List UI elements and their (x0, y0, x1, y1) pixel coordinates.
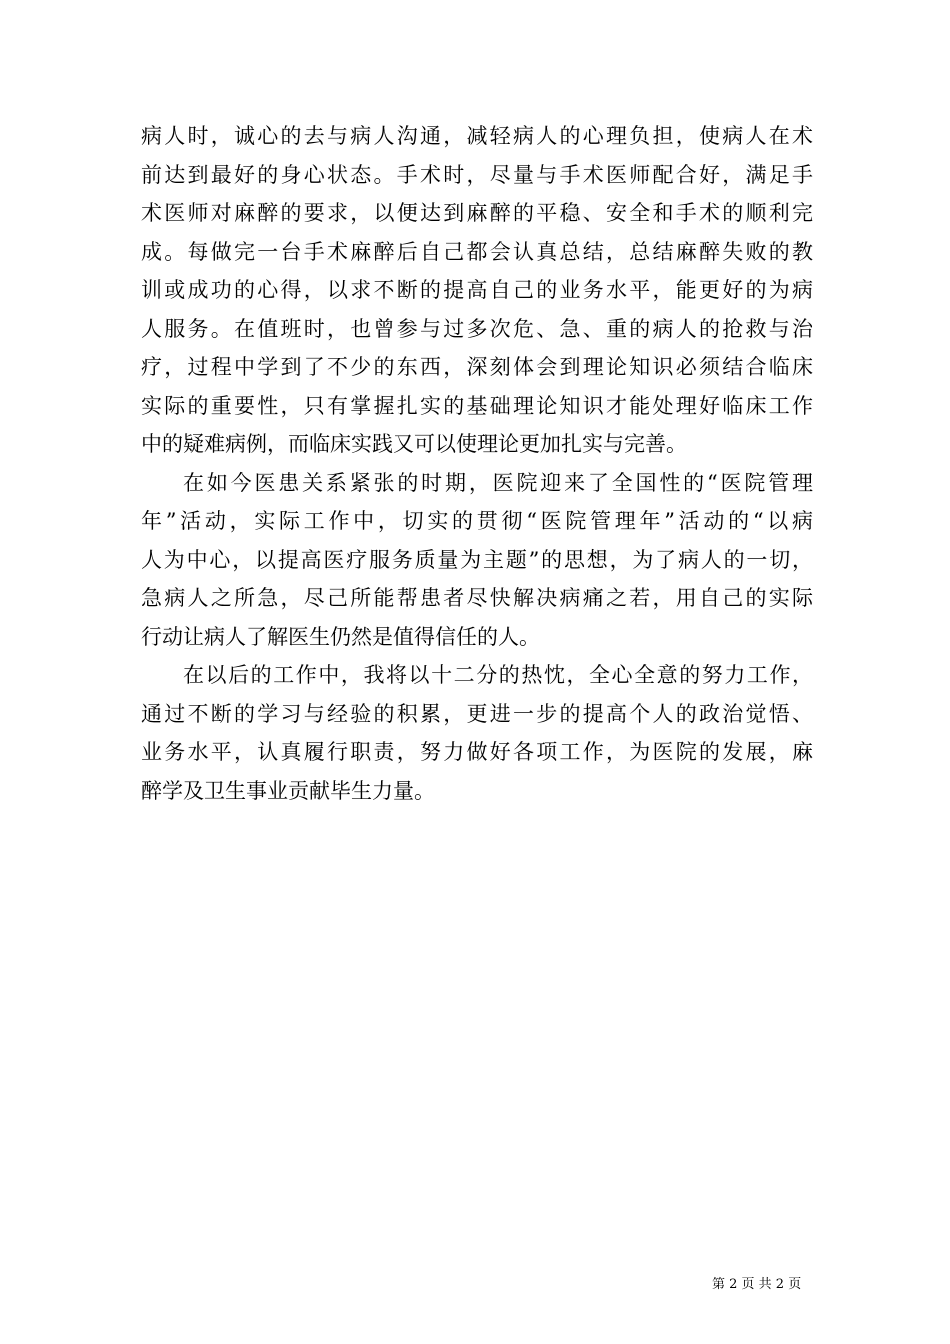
text-line: 术医师对麻醉的要求，以便达到麻醉的平稳、安全和手术的顺利完 (141, 201, 813, 225)
text-line: 醉学及卫生事业贡献毕生力量。 (141, 778, 435, 803)
text-line: 通过不断的学习与经验的积累，更进一步的提高个人的政治觉悟、 (141, 701, 813, 726)
text-line: 实际的重要性，只有掌握扎实的基础理论知识才能处理好临床工作 (141, 393, 813, 418)
text-line: 中的疑难病例，而临床实践又可以使理论更加扎实与完善。 (141, 432, 687, 456)
text-line: 人为中心，以提高医疗服务质量为主题”的思想，为了病人的一切， (141, 547, 813, 572)
paragraph-2 (141, 464, 813, 657)
text-line: 在如今医患关系紧张的时期，医院迎来了全国性的“医院管理 (183, 470, 813, 495)
text-line: 成。每做完一台手术麻醉后自己都会认真总结，总结麻醉失败的教 (141, 239, 813, 264)
document-body (141, 117, 813, 810)
text-line: 疗，过程中学到了不少的东西，深刻体会到理论知识必须结合临床 (141, 355, 813, 379)
text-line: 业务水平，认真履行职责，努力做好各项工作，为医院的发展，麻 (141, 740, 813, 764)
text-line: 人服务。在值班时，也曾参与过多次危、急、重的病人的抢救与治 (141, 316, 813, 341)
text-line: 年”活动，实际工作中，切实的贯彻“医院管理年”活动的“以病 (141, 509, 813, 533)
text-line: 前达到最好的身心状态。手术时，尽量与手术医师配合好，满足手 (141, 162, 813, 187)
text-line: 急病人之所急，尽己所能帮患者尽快解决病痛之若，用自己的实际 (141, 586, 813, 610)
text-line: 训或成功的心得，以求不断的提高自己的业务水平，能更好的为病 (141, 278, 813, 302)
text-line: 病人时，诚心的去与病人沟通，减轻病人的心理负担，使病人在术 (141, 124, 813, 148)
text-line: 行动让病人了解医生仍然是值得信任的人。 (141, 624, 540, 649)
paragraph-1 (141, 117, 813, 464)
paragraph-3 (141, 656, 813, 810)
page-number-footer: 第 2 页 共 2 页 (712, 1277, 802, 1292)
text-line: 在以后的工作中，我将以十二分的热忱，全心全意的努力工作， (183, 663, 813, 687)
